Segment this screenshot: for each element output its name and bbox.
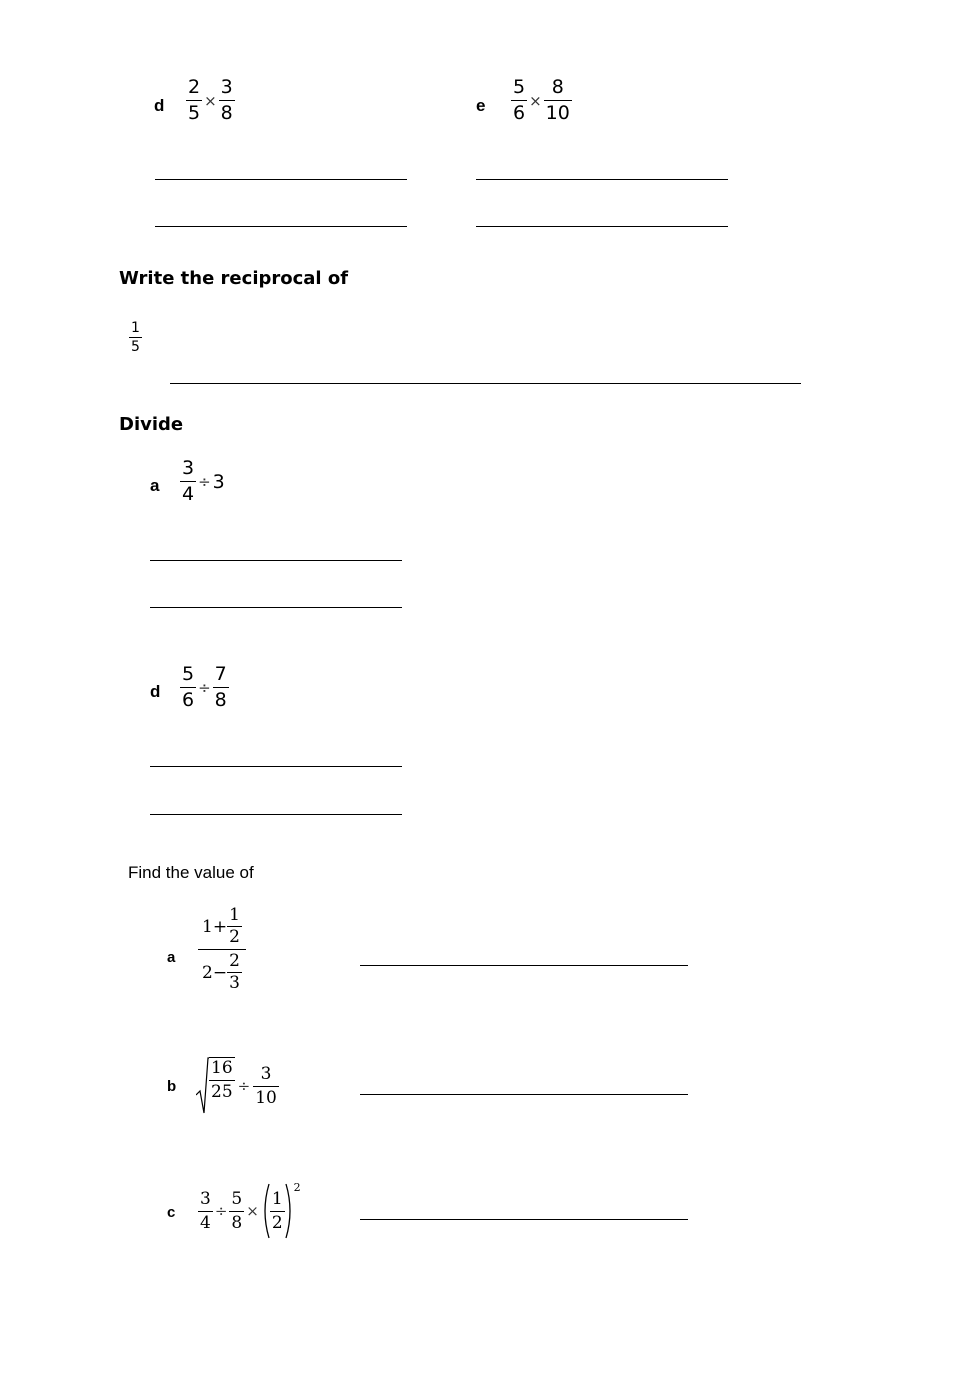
radical-sign-icon bbox=[196, 1057, 209, 1115]
denominator: 8 bbox=[214, 689, 227, 711]
numerator: 5 bbox=[513, 76, 526, 98]
numerator: 8 bbox=[551, 76, 564, 98]
operator: ÷ bbox=[214, 1202, 228, 1220]
denominator: 10 bbox=[545, 102, 570, 124]
answer-line[interactable] bbox=[360, 965, 688, 966]
whole-number: 1 bbox=[202, 916, 213, 937]
fraction bbox=[186, 78, 202, 123]
answer-line[interactable] bbox=[155, 179, 407, 180]
fraction bbox=[129, 321, 142, 354]
operator: ÷ bbox=[198, 472, 211, 491]
answer-line[interactable] bbox=[476, 179, 728, 180]
answer-line[interactable] bbox=[150, 607, 402, 608]
operator: × bbox=[246, 1202, 259, 1220]
denominator: 2 bbox=[229, 927, 240, 947]
fraction bbox=[180, 459, 196, 504]
left-parenthesis-icon bbox=[261, 1183, 270, 1239]
exponent: 2 bbox=[293, 1181, 301, 1194]
numerator: 1 bbox=[131, 320, 140, 336]
fraction bbox=[270, 1188, 285, 1233]
section-heading-find-value: Find the value of bbox=[128, 863, 254, 882]
question-label-d: d bbox=[154, 96, 165, 115]
denominator: 25 bbox=[211, 1082, 233, 1102]
numerator: 2 bbox=[188, 76, 201, 98]
right-parenthesis-icon bbox=[285, 1183, 294, 1239]
whole-number: 3 bbox=[212, 470, 225, 493]
find-c-expression bbox=[198, 1183, 301, 1239]
denominator: 2 bbox=[271, 1212, 283, 1233]
denominator: 4 bbox=[200, 1212, 211, 1233]
numerator: 3 bbox=[182, 457, 195, 479]
operator: ÷ bbox=[198, 678, 211, 697]
question-label-a: a bbox=[167, 949, 176, 966]
fraction bbox=[544, 78, 572, 123]
divide-d-expression bbox=[180, 665, 229, 710]
divide-a-expression bbox=[180, 459, 225, 504]
operator: − bbox=[212, 962, 228, 983]
numerator: 3 bbox=[220, 76, 233, 98]
denominator: 5 bbox=[188, 102, 201, 124]
fraction bbox=[227, 907, 242, 946]
reciprocal-expression bbox=[129, 321, 142, 354]
answer-line[interactable] bbox=[476, 226, 728, 227]
find-b-expression bbox=[196, 1057, 279, 1115]
denominator: 4 bbox=[182, 483, 195, 505]
answer-line[interactable] bbox=[150, 814, 402, 815]
fraction bbox=[219, 78, 235, 123]
fraction bbox=[227, 953, 242, 992]
answer-line[interactable] bbox=[150, 766, 402, 767]
numerator: 3 bbox=[260, 1063, 272, 1084]
denominator: 8 bbox=[231, 1212, 243, 1233]
numerator: 3 bbox=[200, 1188, 211, 1209]
answer-line[interactable] bbox=[360, 1094, 688, 1095]
fraction bbox=[213, 665, 229, 710]
operator: × bbox=[204, 91, 217, 110]
question-label-e: e bbox=[476, 96, 486, 115]
section-heading-divide: Divide bbox=[119, 414, 184, 435]
question-label-d: d bbox=[150, 682, 161, 701]
answer-line[interactable] bbox=[155, 226, 407, 227]
question-label-a: a bbox=[150, 476, 160, 495]
denominator: 6 bbox=[513, 102, 526, 124]
complex-numerator bbox=[202, 907, 242, 946]
question-label-c: c bbox=[167, 1204, 176, 1221]
fraction bbox=[253, 1063, 279, 1108]
fraction bbox=[180, 665, 196, 710]
fraction bbox=[511, 78, 527, 123]
answer-line[interactable] bbox=[170, 383, 801, 384]
numerator: 16 bbox=[211, 1058, 233, 1078]
find-a-expression bbox=[198, 907, 246, 992]
fraction bbox=[198, 1188, 213, 1233]
operator: + bbox=[212, 916, 228, 937]
multiply-e-expression bbox=[511, 78, 572, 123]
numerator: 5 bbox=[182, 663, 195, 685]
denominator: 3 bbox=[229, 973, 240, 993]
denominator: 6 bbox=[182, 689, 195, 711]
multiply-d-expression bbox=[186, 78, 235, 123]
denominator: 8 bbox=[220, 102, 233, 124]
question-label-b: b bbox=[167, 1078, 177, 1095]
numerator: 2 bbox=[229, 951, 240, 971]
fraction bbox=[209, 1057, 235, 1115]
numerator: 7 bbox=[214, 663, 227, 685]
numerator: 5 bbox=[231, 1188, 243, 1209]
numerator: 1 bbox=[229, 905, 240, 925]
answer-line[interactable] bbox=[360, 1219, 688, 1220]
square-root bbox=[196, 1057, 235, 1115]
numerator: 1 bbox=[271, 1188, 283, 1209]
answer-line[interactable] bbox=[150, 560, 402, 561]
section-heading-reciprocal: Write the reciprocal of bbox=[119, 268, 349, 289]
complex-denominator bbox=[202, 953, 242, 992]
denominator: 5 bbox=[131, 339, 140, 355]
denominator: 10 bbox=[255, 1087, 277, 1108]
operator: ÷ bbox=[237, 1077, 251, 1095]
whole-number: 2 bbox=[202, 962, 213, 983]
operator: × bbox=[529, 91, 542, 110]
fraction bbox=[229, 1188, 244, 1233]
